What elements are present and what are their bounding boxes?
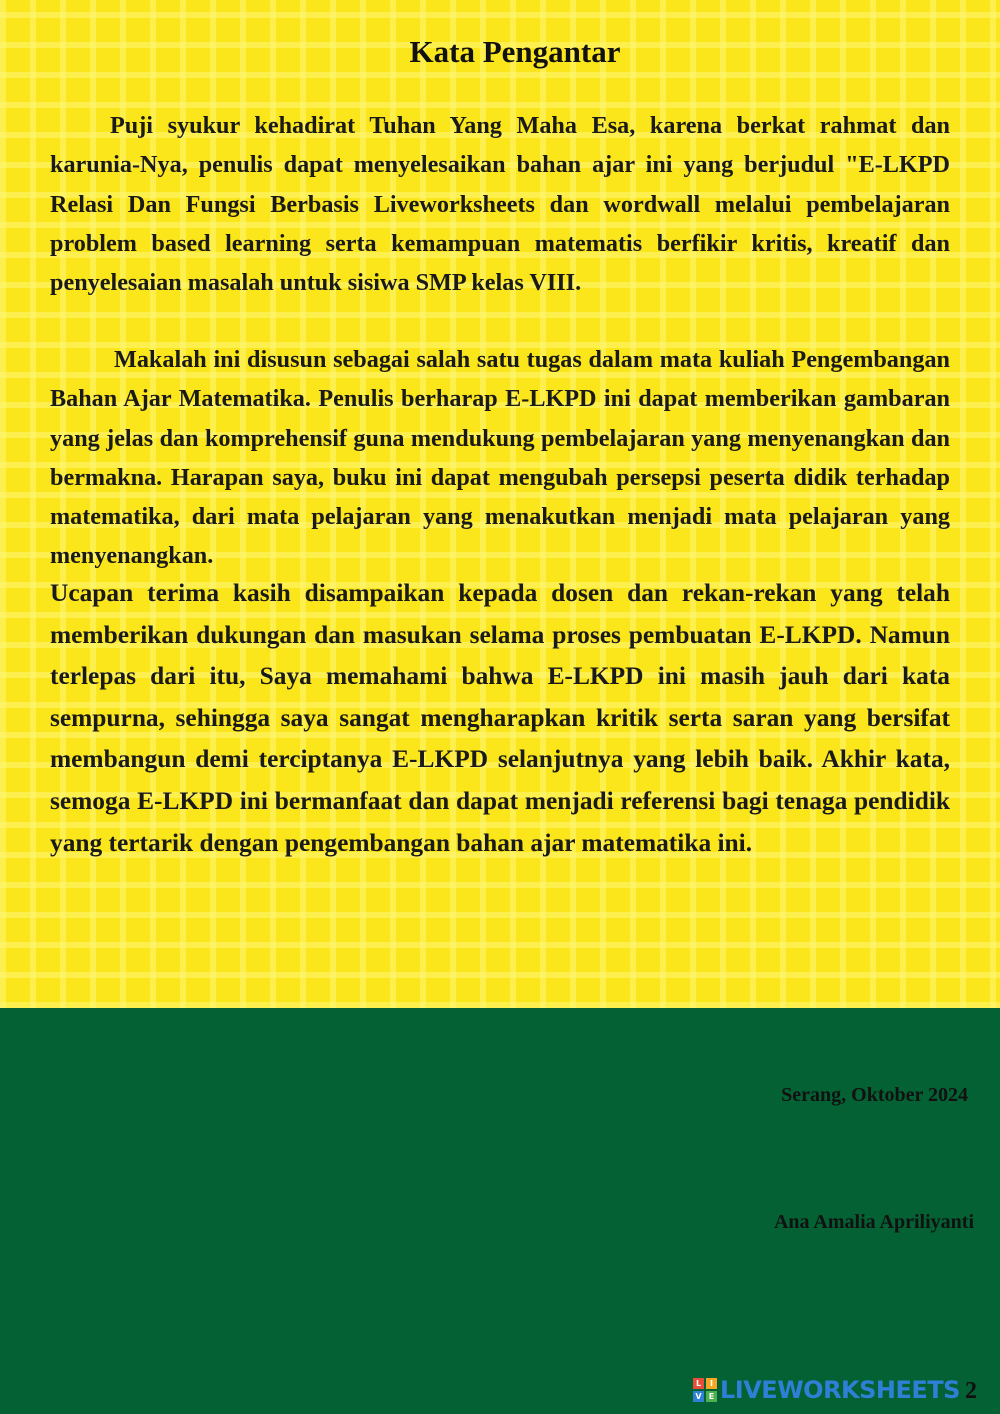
paragraph-3: Ucapan terima kasih disampaikan kepada dosen dan rekan-rekan yang telah memberikan dukungan dan masukan selama proses pembuatan E-LKPD. Namun terlepas dari itu, Saya memahami bahwa E-LKPD ini masih jauh dari kata sempurna, sehingga saya sangat mengharapkan kritik serta saran yang bersifat membangun demi terciptanya E-LKPD selanjutnya yang lebih baik. Akhir kata, semoga E-LKPD ini bermanfaat dan dapat menjadi referensi bagi tenaga pendidik yang tertarik dengan pengembangan bahan ajar matematika ini. (50, 579, 950, 857)
page-number: 2 (965, 1378, 977, 1404)
logo-cell-l: L (693, 1378, 704, 1389)
logo-cell-v: V (693, 1391, 704, 1402)
paragraph-1: Puji syukur kehadirat Tuhan Yang Maha Esa, karena berkat rahmat dan karunia-Nya, penulis dapat menyelesaikan bahan ajar ini yang berjudul "E-LKPD Relasi Dan Fungsi Berbasis Liveworksheets dan wordwall melalui pembelajaran problem based learning serta kemampuan matematis berfikir kritis, kreatif dan penyelesaian masalah untuk sisiwa SMP kelas VIII. (50, 112, 950, 297)
liveworksheets-logo-icon (693, 1378, 717, 1402)
liveworksheets-wordmark: LIVEWORKSHEETS (720, 1376, 960, 1404)
author-name: Ana Amalia Apriliyanti (773, 1211, 974, 1233)
logo-cell-e: E (706, 1391, 717, 1402)
paragraph-2: Makalah ini disusun sebagai salah satu tugas dalam mata kuliah Pengembangan Bahan Ajar Matematika. Penulis berharap E-LKPD ini dapat memberikan gambaran yang jelas dan komprehensif guna mendukung pembelajaran yang menyenangkan dan bermakna. Harapan saya, buku ini dapat mengubah persepsi peserta didik terhadap matematika, dari mata pelajaran yang menakutkan menjadi mata pelajaran yang menyenangkan. (50, 346, 950, 570)
page-title: Kata Pengantar (409, 34, 621, 69)
place-date: Serang, Oktober 2024 (781, 1084, 968, 1106)
liveworksheets-logo (693, 1376, 960, 1404)
logo-cell-i: I (706, 1378, 717, 1389)
